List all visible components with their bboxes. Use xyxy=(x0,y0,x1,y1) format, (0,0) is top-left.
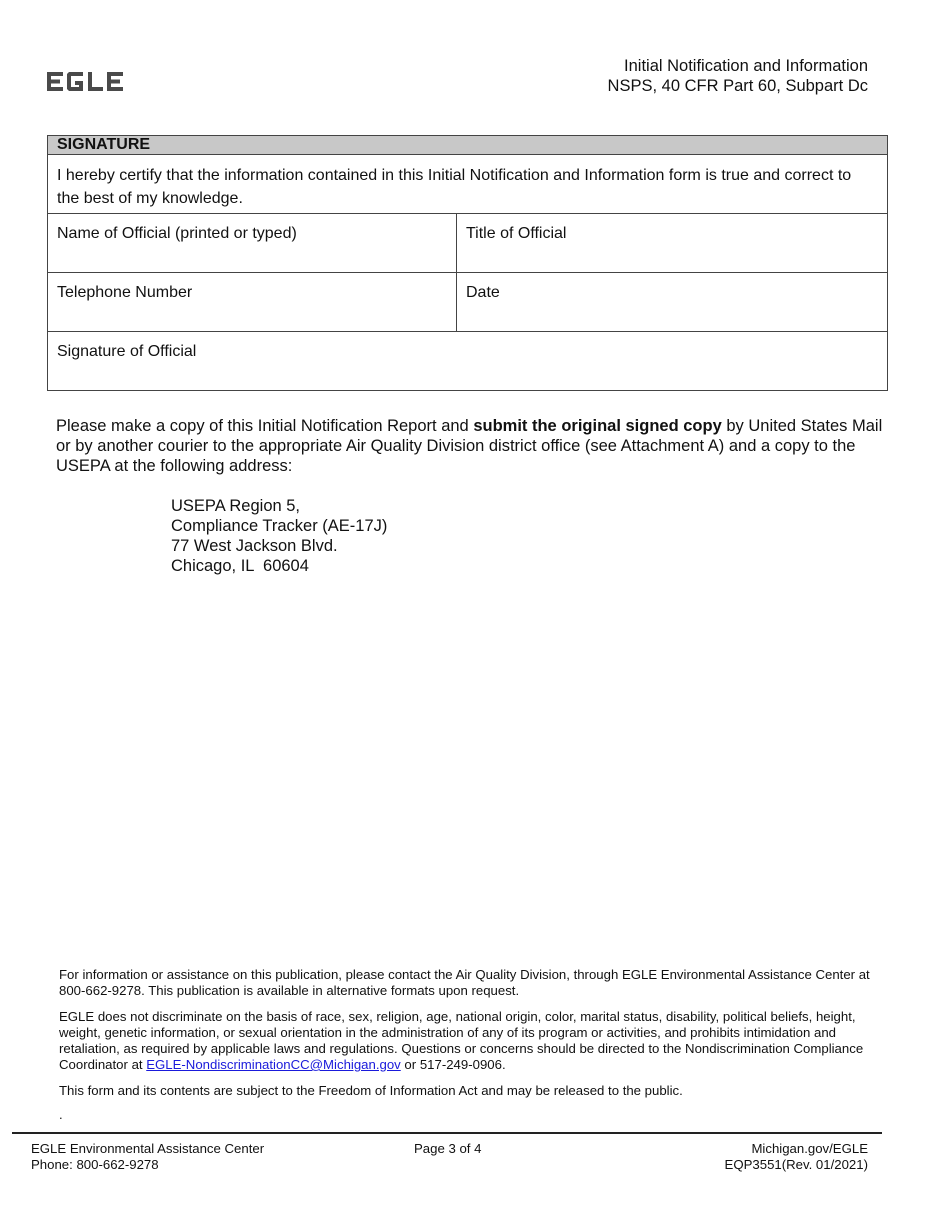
date-field[interactable] xyxy=(457,273,887,331)
nondiscrimination-phone: or 517-249-0906. xyxy=(400,1057,506,1072)
footer-divider xyxy=(12,1132,882,1134)
signature-row-name-title xyxy=(48,214,887,273)
official-name-field[interactable] xyxy=(48,214,457,272)
address-line-1: USEPA Region 5, xyxy=(171,497,301,515)
foia-text: This form and its contents are subject to the Freedom of Information Act and may be released to the public. xyxy=(59,1083,683,1098)
egle-logo xyxy=(47,66,129,96)
telephone-field[interactable] xyxy=(48,273,457,331)
official-title-field[interactable] xyxy=(457,214,887,272)
signature-field[interactable] xyxy=(48,332,887,390)
address-line-3: 77 West Jackson Blvd. xyxy=(171,537,338,555)
document-header xyxy=(608,56,868,96)
signature-row-phone-date xyxy=(48,273,887,332)
date-label: Date xyxy=(466,284,500,301)
nondiscrimination-text xyxy=(59,1009,874,1073)
footer-form-info xyxy=(725,1141,868,1173)
usepa-address xyxy=(171,496,387,576)
official-name-label: Name of Official (printed or typed) xyxy=(57,225,297,242)
signature-row-signature xyxy=(48,332,887,390)
footer-info xyxy=(59,967,874,1131)
submission-instructions xyxy=(56,416,886,476)
signature-heading: SIGNATURE xyxy=(48,136,887,155)
header-title: Initial Notification and Information xyxy=(624,57,868,75)
nondiscrimination-email-link[interactable]: EGLE-NondiscriminationCC@Michigan.gov xyxy=(146,1057,401,1072)
instructions-text-before: Please make a copy of this Initial Notification Report and xyxy=(56,417,474,435)
footer-form-id: EQP3551(Rev. 01/2021) xyxy=(724,1157,868,1172)
footer-phone: Phone: 800-662-9278 xyxy=(31,1157,159,1172)
trailing-dot: . xyxy=(59,1107,63,1122)
signature-section xyxy=(47,135,888,391)
instructions-bold-text: submit the original signed copy xyxy=(473,417,722,435)
footer-org: EGLE Environmental Assistance Center xyxy=(31,1141,265,1156)
page-number: Page 3 of 4 xyxy=(414,1141,482,1156)
assistance-text: For information or assistance on this publication, please contact the Air Quality Division, through EGLE Environmental Assistance Center at 800-662-9278. This publication is available in alternative formats upon request. xyxy=(59,967,870,998)
header-subtitle: NSPS, 40 CFR Part 60, Subpart Dc xyxy=(607,77,868,95)
instructions-text-after: by United States Mail or by another courier to the appropriate Air Quality Division district office (see Attachment A) and a copy to the USEPA at the following address: xyxy=(56,417,883,475)
certification-statement: I hereby certify that the information contained in this Initial Notification and Information form is true and correct to the best of my knowledge. xyxy=(48,155,887,214)
official-title-label: Title of Official xyxy=(466,225,567,242)
address-line-4: Chicago, IL 60604 xyxy=(171,557,309,575)
address-line-2: Compliance Tracker (AE-17J) xyxy=(171,517,388,535)
footer-contact xyxy=(31,1141,264,1173)
nondiscrimination-body: EGLE does not discriminate on the basis of race, sex, religion, age, national origin, color, marital status, disability, political beliefs, height, weight, genetic information, or sexual orientation in the administration of any of its program or activities, and prohibits intimidation and retaliation, as required by applicable laws and regulations. Questions or concerns should be directed to the Nondiscrimination Compliance Coordinator at xyxy=(59,1009,864,1072)
telephone-label: Telephone Number xyxy=(57,284,193,301)
footer-website: Michigan.gov/EGLE xyxy=(751,1141,868,1156)
signature-label: Signature of Official xyxy=(57,343,197,360)
egle-logo-icon xyxy=(47,69,127,93)
